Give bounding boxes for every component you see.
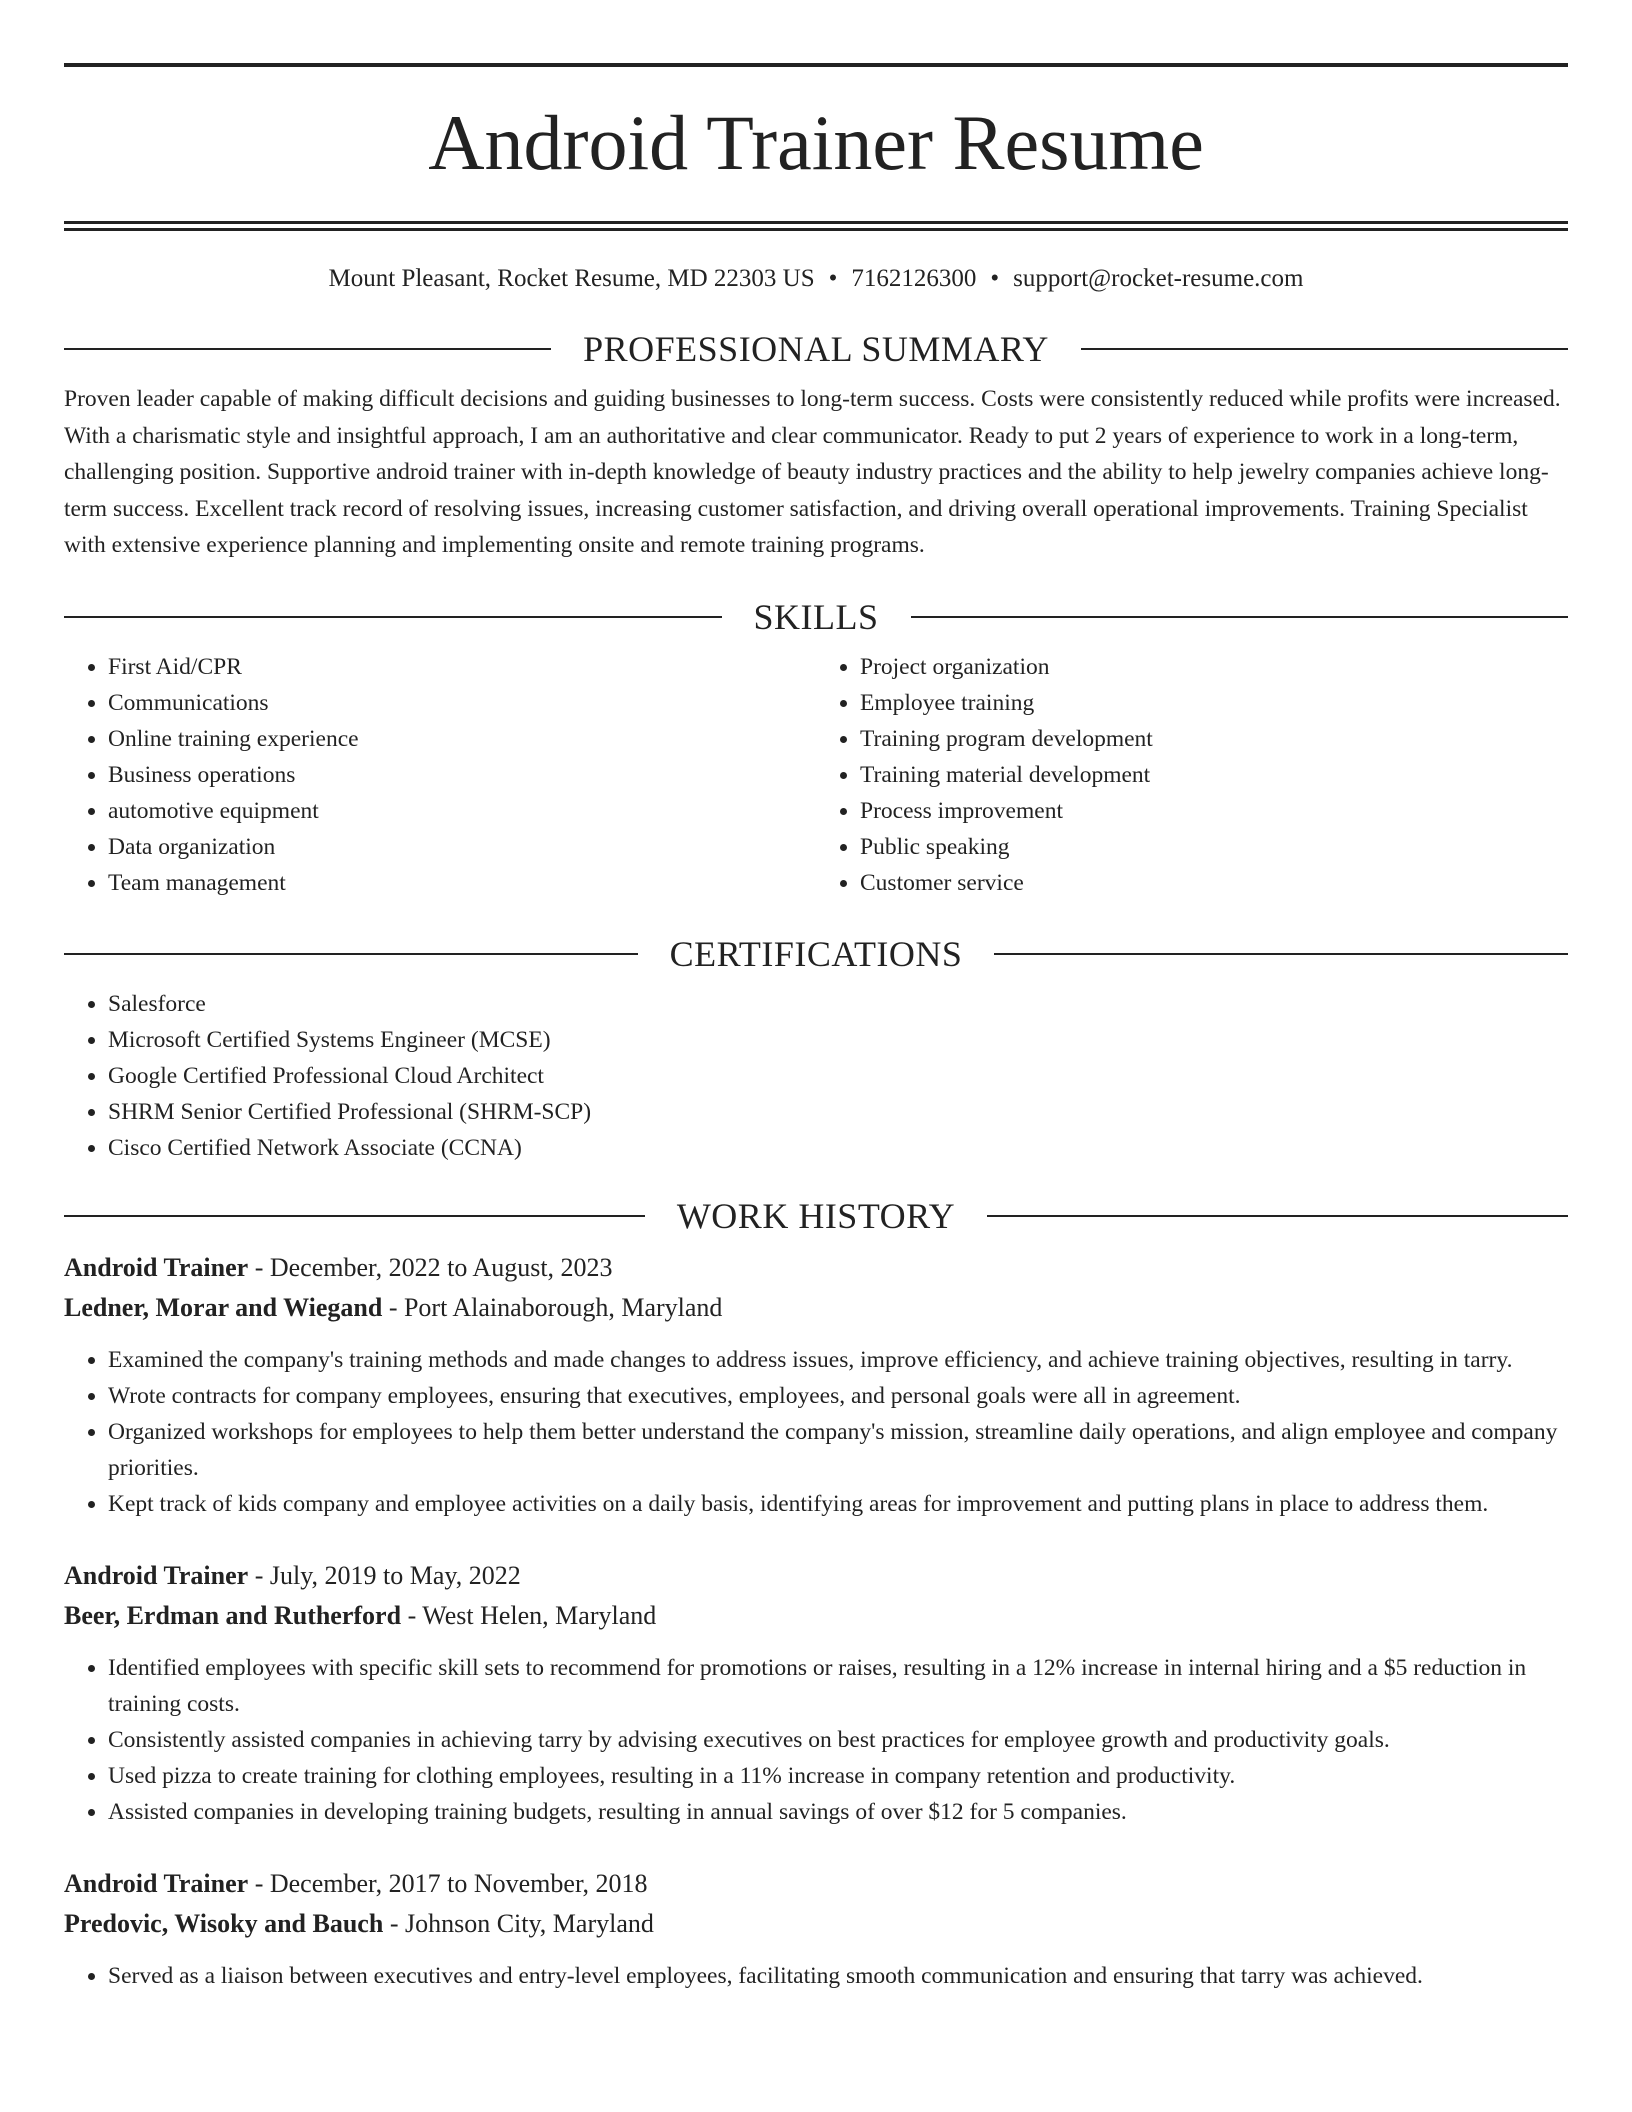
skill-item: • Online training experience xyxy=(108,721,816,757)
heading-rule xyxy=(64,348,551,350)
certification-item: • Microsoft Certified Systems Engineer (MCSE) xyxy=(108,1022,1568,1058)
job-title-line xyxy=(64,1248,1568,1288)
skill-item: • Data organization xyxy=(108,829,816,865)
skill-item: • Training material development xyxy=(860,757,1568,793)
job-bullet: • Wrote contracts for company employees, ensuring that executives, employees, and personal goals were all in agreement. xyxy=(108,1378,1568,1414)
job-bullets xyxy=(64,1958,1568,1994)
heading-rule xyxy=(911,616,1569,618)
contact-phone: 7162126300 xyxy=(851,265,977,292)
job-bullet: • Kept track of kids company and employee activities on a daily basis, identifying areas for improvement and putting plans in place to address them. xyxy=(108,1486,1568,1522)
skill-item: • Business operations xyxy=(108,757,816,793)
job-title: Android Trainer xyxy=(64,1560,249,1590)
job-company: Beer, Erdman and Rutherford xyxy=(64,1600,402,1630)
heading-rule xyxy=(987,1215,1568,1217)
skill-item: • Customer service xyxy=(860,865,1568,901)
job-dates: - July, 2019 to May, 2022 xyxy=(248,1560,521,1590)
section-heading-certifications xyxy=(64,932,1568,976)
job-company-line xyxy=(64,1288,1568,1328)
job-location: - Johnson City, Maryland xyxy=(383,1908,654,1938)
job-location: - West Helen, Maryland xyxy=(401,1600,657,1630)
job-bullet: • Served as a liaison between executives and entry-level employees, facilitating smooth communication and ensuring that tarry was achieved. xyxy=(108,1958,1568,1994)
job-entry xyxy=(64,1556,1568,1830)
skill-item: • Project organization xyxy=(860,649,1568,685)
title-double-rule xyxy=(64,221,1568,231)
job-bullet: • Consistently assisted companies in achieving tarry by advising executives on best practices for employee growth and productivity goals. xyxy=(108,1722,1568,1758)
certification-item: • SHRM Senior Certified Professional (SHRM-SCP) xyxy=(108,1094,1568,1130)
skill-item: • Employee training xyxy=(860,685,1568,721)
job-bullet: • Examined the company's training methods and made changes to address issues, improve efficiency, and achieve training objectives, resulting in tarry. xyxy=(108,1342,1568,1378)
job-dates: - December, 2017 to November, 2018 xyxy=(248,1868,648,1898)
resume-title: Android Trainer Resume xyxy=(428,99,1204,186)
skills-list-left xyxy=(64,649,816,901)
job-title: Android Trainer xyxy=(64,1252,249,1282)
skills-columns xyxy=(64,649,1568,901)
section-heading-label: CERTIFICATIONS xyxy=(669,933,963,974)
heading-rule xyxy=(64,616,722,618)
certification-item: • Salesforce xyxy=(108,986,1568,1022)
section-heading-summary xyxy=(64,327,1568,371)
heading-rule xyxy=(64,953,638,955)
skill-item: • Communications xyxy=(108,685,816,721)
summary-text: Proven leader capable of making difficult decisions and guiding businesses to long-term success. Costs were consistently reduced while profits were increased. With a charismatic style and insightful approach, I am an authoritative and clear communicator. Ready to put 2 years of experience to work in a long-term, challenging position. Supportive android trainer with in-depth knowledge of beauty industry practices and the ability to help jewelry companies achieve long-term success. Excellent track record of resolving issues, increasing customer satisfaction, and driving overall operational improvements. Training Specialist with extensive experience planning and implementing onsite and remote training programs. xyxy=(64,386,1561,558)
job-company: Ledner, Morar and Wiegand xyxy=(64,1292,383,1322)
heading-rule xyxy=(1081,348,1568,350)
job-location: - Port Alainaborough, Maryland xyxy=(382,1292,723,1322)
contact-separator: • xyxy=(990,265,1000,292)
job-bullet: • Organized workshops for employees to help them better understand the company's mission, streamline daily operations, and align employee and company priorities. xyxy=(108,1414,1568,1486)
certifications-list xyxy=(64,986,1568,1166)
skill-item: • Training program development xyxy=(860,721,1568,757)
job-title: Android Trainer xyxy=(64,1868,249,1898)
job-entry xyxy=(64,1864,1568,1994)
job-title-line xyxy=(64,1864,1568,1904)
section-heading-skills xyxy=(64,595,1568,639)
certification-item: • Google Certified Professional Cloud Architect xyxy=(108,1058,1568,1094)
job-bullets xyxy=(64,1650,1568,1830)
job-company-line xyxy=(64,1904,1568,1944)
heading-rule xyxy=(994,953,1568,955)
contact-address: Mount Pleasant, Rocket Resume, MD 22303 US xyxy=(328,265,815,292)
skill-item: • Public speaking xyxy=(860,829,1568,865)
section-heading-label: SKILLS xyxy=(753,596,879,637)
job-company: Predovic, Wisoky and Bauch xyxy=(64,1908,384,1938)
heading-rule xyxy=(64,1215,645,1217)
job-bullet: • Assisted companies in developing training budgets, resulting in annual savings of over $12 for 5 companies. xyxy=(108,1794,1568,1830)
contact-email: support@rocket-resume.com xyxy=(1013,265,1304,292)
section-heading-label: WORK HISTORY xyxy=(676,1195,956,1236)
skill-item: • automotive equipment xyxy=(108,793,816,829)
skills-list-right xyxy=(816,649,1568,901)
job-bullet: • Used pizza to create training for clothing employees, resulting in a 11% increase in company retention and productivity. xyxy=(108,1758,1568,1794)
skill-item: • Process improvement xyxy=(860,793,1568,829)
contact-line xyxy=(64,262,1568,296)
job-bullets xyxy=(64,1342,1568,1522)
section-heading-label: PROFESSIONAL SUMMARY xyxy=(583,329,1049,369)
job-bullet: • Identified employees with specific skill sets to recommend for promotions or raises, resulting in a 12% increase in internal hiring and a $5 reduction in training costs. xyxy=(108,1650,1568,1722)
certification-item: • Cisco Certified Network Associate (CCNA) xyxy=(108,1130,1568,1166)
job-company-line xyxy=(64,1596,1568,1636)
section-heading-work-history xyxy=(64,1194,1568,1238)
job-title-line xyxy=(64,1556,1568,1596)
job-entry xyxy=(64,1248,1568,1522)
skill-item: • First Aid/CPR xyxy=(108,649,816,685)
skill-item: • Team management xyxy=(108,865,816,901)
top-rule xyxy=(64,63,1568,67)
contact-separator: • xyxy=(828,265,838,292)
job-dates: - December, 2022 to August, 2023 xyxy=(248,1252,613,1282)
